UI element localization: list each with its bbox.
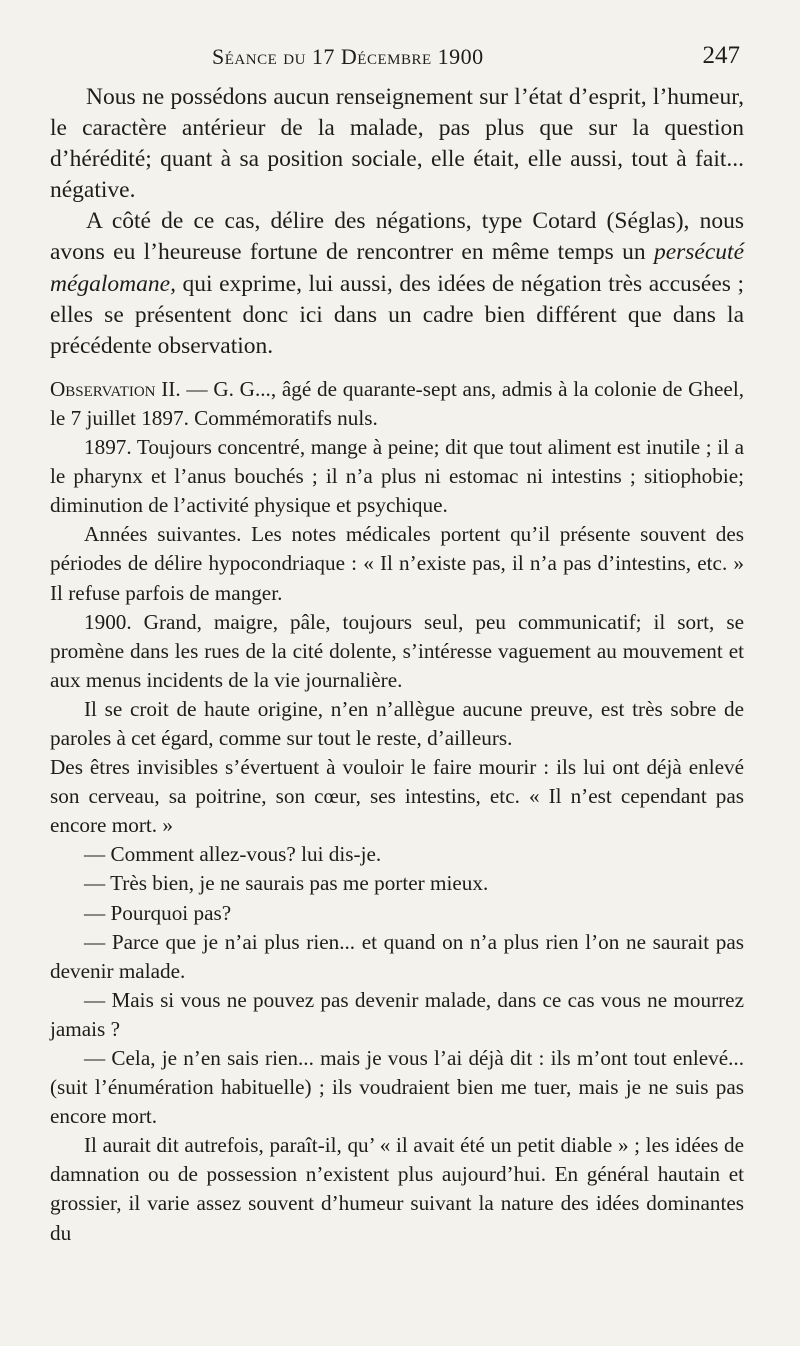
- intro-section: [50, 82, 744, 362]
- dialogue-line: — Parce que je n’ai plus rien... et quand on n’a plus rien l’on ne saurait pas devenir malade.: [50, 929, 744, 983]
- italic-term: persécuté mégalomane,: [50, 239, 744, 297]
- paragraph: Il aurait dit autrefois, paraît-il, qu’ « il avait été un petit diable » ; les idées de damnation ou de possession n’existent plus aujourd’hui. En général hautain et grossier, il varie assez souvent d’humeur suivant la nature des idées dominantes du: [50, 1133, 744, 1245]
- paragraph: Années suivantes. Les notes médicales portent qu’il présente souvent des périodes de délire hypocondriaque : « Il n’existe pas, il n’a pas d’intestins, etc. » Il refuse parfois de manger.: [50, 522, 744, 605]
- text-run: — G. G..., âgé de quarante-sept ans, admis à la colonie de Gheel, le 7 juillet 1897. Commémoratifs nuls.: [50, 376, 745, 430]
- page-body: [50, 82, 744, 1248]
- paragraph: [50, 206, 744, 361]
- dialogue-line: — Mais si vous ne pouvez pas devenir malade, dans ce cas vous ne mourrez jamais ?: [50, 987, 744, 1041]
- dialogue-line: — Très bien, je ne saurais pas me porter mieux.: [84, 871, 489, 896]
- paragraph: 1900. Grand, maigre, pâle, toujours seul, peu communicatif; il sort, se promène dans les rues de la cité dolente, s’intéresse vaguement au mouvement et aux menus incidents de la vie journalière.: [50, 609, 744, 692]
- observation-number: II.: [161, 376, 181, 401]
- dialogue-line: — Comment allez-vous? lui dis-je.: [84, 842, 382, 867]
- running-title: [212, 44, 484, 70]
- running-title-part: 1900: [437, 44, 484, 69]
- dialogue-line: — Cela, je n’en sais rien... mais je vous l’ai déjà dit : ils m’ont tout enlevé... (suit l’énumération habituelle) ; ils voudraient bien me tuer, mais je ne suis pas encore mort.: [50, 1046, 744, 1129]
- running-header: [200, 40, 745, 74]
- running-title-part: Séance du: [212, 44, 306, 69]
- observation-label: Observation: [50, 376, 156, 401]
- text-run: qui exprime, lui aussi, des idées de négation très accusées ; elles se présentent donc ici dans un cadre bien différent que dans la précédente observation.: [50, 270, 744, 359]
- running-title-part: 17: [311, 44, 335, 69]
- running-title-part: Décembre: [340, 44, 432, 69]
- paragraph: Il se croit de haute origine, n’en n’allègue aucune preuve, est très sobre de paroles à cet égard, comme sur tout le reste, d’ailleurs.: [50, 696, 744, 750]
- observation-heading-paragraph: [50, 375, 744, 433]
- paragraph: Nous ne possédons aucun renseignement sur l’état d’esprit, l’humeur, le caractère antérieur de la malade, pas plus que sur la question d’hérédité; quant à sa position sociale, elle était, elle aussi, tout à fait... négative.: [50, 84, 744, 204]
- text-run: A côté de ce cas, délire des négations, type Cotard (Séglas), nous avons eu l’heureuse fortune de rencontrer en même temps un: [50, 208, 744, 266]
- paragraph: 1897. Toujours concentré, mange à peine; dit que tout aliment est inutile ; il a le pharynx et l’anus bouchés ; il n’a plus ni estomac ni intestins ; sitiophobie; diminution de l’activité physique et psychique.: [50, 435, 744, 518]
- paragraph: Des êtres invisibles s’évertuent à vouloir le faire mourir : ils lui ont déjà enlevé son cerveau, sa poitrine, son cœur, ses intestins, etc. « Il n’est cependant pas encore mort. »: [50, 755, 744, 838]
- page-number: 247: [702, 42, 740, 69]
- dialogue-line: — Pourquoi pas?: [84, 900, 232, 925]
- observation-section: [50, 375, 744, 1248]
